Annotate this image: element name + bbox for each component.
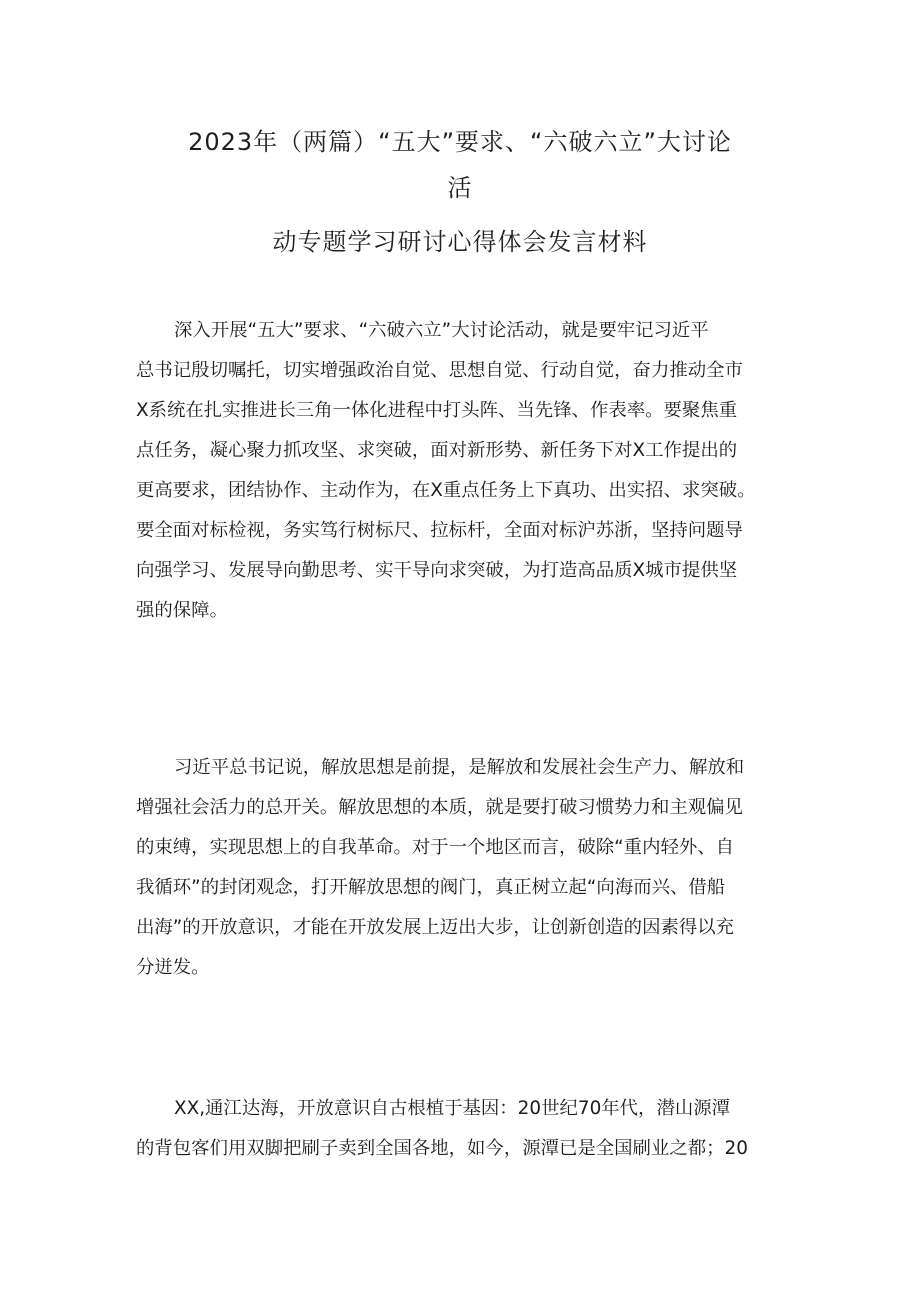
paragraph-3 bbox=[136, 1089, 792, 1169]
document-title-line-3: 动专题学习研讨心得体会发言材料 bbox=[272, 228, 648, 256]
paragraph-line: 向强学习、发展导向勤思考、实干导向求突破，为打造高品质X城市提供坚 bbox=[136, 560, 738, 581]
paragraph-line: 强的保障。 bbox=[136, 600, 228, 621]
paragraph-line: 出海”的开放意识，才能在开放发展上迈出大步，让创新创造的因素得以充 bbox=[136, 917, 735, 938]
paragraph-line: 增强社会活力的总开关。解放思想的本质，就是要打破习惯势力和主观偏见 bbox=[136, 797, 743, 818]
paragraph-line: 习近平总书记说，解放思想是前提，是解放和发展社会生产力、解放和 bbox=[174, 757, 745, 778]
paragraph-line: 的束缚，实现思想上的自我革命。对于一个地区而言，破除“重内轻外、自 bbox=[136, 837, 735, 858]
paragraph-line: 的背包客们用双脚把刷子卖到全国各地，如今，源潭已是全国刷业之都；20 bbox=[136, 1138, 748, 1159]
document-title-line-2: 活 bbox=[447, 174, 473, 202]
paragraph-line: X系统在扎实推进长三角一体化进程中打头阵、当先锋、作表率。要聚焦重 bbox=[136, 400, 738, 421]
paragraph-line: 点任务，凝心聚力抓攻坚、求突破，面对新形势、新任务下对X工作提出的 bbox=[136, 440, 738, 461]
paragraph-line: 总书记殷切嘱托，切实增强政治自觉、思想自觉、行动自觉，奋力推动全市 bbox=[136, 360, 743, 381]
document-title-line-1: 2023年（两篇）“五大”要求、“六破六立”大讨论 bbox=[188, 128, 732, 156]
paragraph-line: 深入开展“五大”要求、“六破六立”大讨论活动，就是要牢记习近平 bbox=[174, 320, 709, 341]
paragraph-line: XX,通江达海，开放意识自古根植于基因：20世纪70年代，潜山源潭 bbox=[174, 1098, 731, 1119]
paragraph-2 bbox=[136, 748, 792, 988]
paragraph-line: 我循环”的封闭观念，打开解放思想的阀门，真正树立起“向海而兴、借船 bbox=[136, 877, 726, 898]
paragraph-line: 分迸发。 bbox=[136, 957, 210, 978]
paragraph-1 bbox=[136, 311, 792, 631]
paragraph-line: 要全面对标检视，务实笃行树标尺、拉标杆，全面对标沪苏浙，坚持问题导 bbox=[136, 520, 743, 541]
paragraph-line: 更高要求，团结协作、主动作为，在X重点任务上下真功、出实招、求突破。 bbox=[136, 480, 756, 501]
